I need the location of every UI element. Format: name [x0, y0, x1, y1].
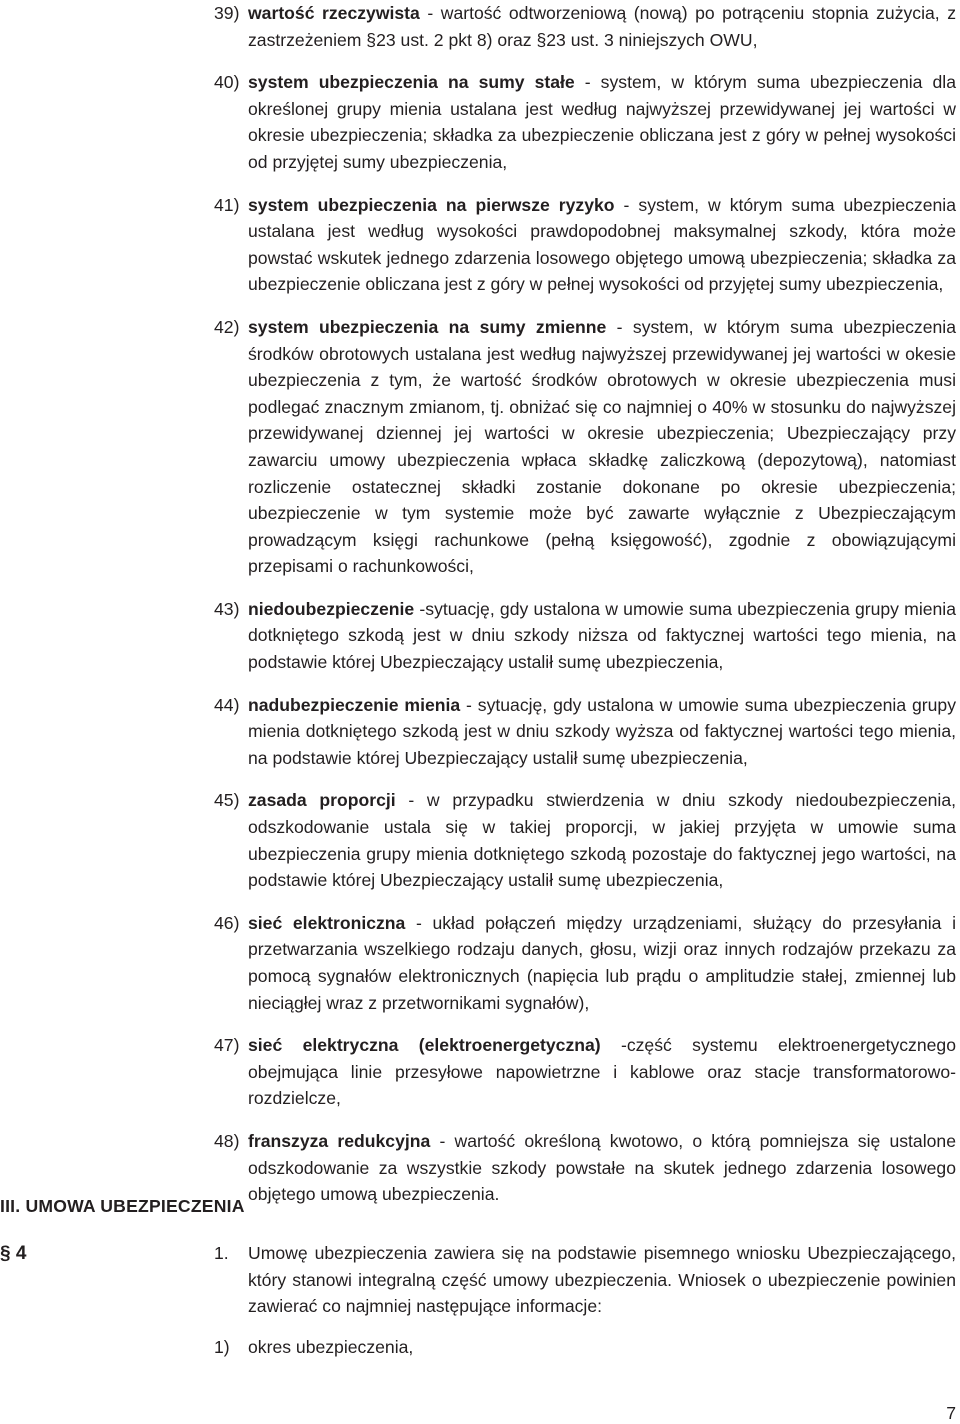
definition-number: 48) — [214, 1130, 240, 1151]
definition-term: sieć elektroniczna — [248, 912, 406, 933]
definition-44 — [214, 692, 956, 772]
definition-46 — [214, 910, 956, 1016]
definition-term: system ubezpieczenia na sumy stałe — [248, 72, 575, 93]
definition-term: sieć elektryczna (elektroenergetyczna) — [248, 1035, 601, 1056]
item-text: Umowę ubezpieczenia zawiera się na podstawie pisemnego wniosku Ubezpieczającego, który stanowi integralną część umowy ubezpieczenia. Wniosek o ubezpieczenie powinien zawierać co najmniej następujące informacje: — [248, 1243, 956, 1317]
definition-number: 47) — [214, 1035, 240, 1056]
definition-text: -część systemu elektroenergetycznego obejmująca linie przesyłowe napowietrzne i kablowe oraz stacje transformatorowo-rozdzielcze, — [248, 1035, 956, 1109]
definition-39 — [214, 0, 956, 53]
definition-text: - system, w którym suma ubezpieczenia środków obrotowych ustalana jest według najwyższej przewidywanej jej wartości w okesie ubezpieczenia z tym, że wartość środków obrotowych w okresie ubezpieczenia musi podlegać znacznym zmianom, tj. obniżać się co najmniej o 40% w stosunku do najwyższej przewidywanej dziennej jej wartości w okresie ubezpieczenia; Ubezpieczający przy zawarciu umowy ubezpieczenia wpłaca składkę zaliczkową (depozytową), natomiast rozliczenie ostatecznej składki zostanie dokonane po okresie ubezpieczenia; ubezpieczenie w tym systemie może być zawarte wyłącznie z Ubezpieczającym prowadzącym księgi rachunkowe (pełną księgowość), zgodnie z obowiązującymi przepisami o rachunkowości, — [248, 316, 956, 577]
paragraph-subitem — [214, 1334, 956, 1361]
definition-text: - sytuację, gdy ustalona w umowie suma ubezpieczenia grupy mienia dotkniętego szkodą jest w dniu szkody wyższa od faktycznej wartości tego mienia, na podstawie której Ubezpieczający ustalił sumę ubezpieczenia, — [248, 694, 957, 768]
item-number: 1. — [214, 1243, 229, 1263]
subitem-text: okres ubezpieczenia, — [248, 1336, 414, 1357]
page-number: 7 — [946, 1403, 956, 1423]
definition-45 — [214, 787, 956, 893]
definition-term: system ubezpieczenia na pierwsze ryzyko — [248, 194, 615, 215]
paragraph-symbol: § 4 — [0, 1243, 27, 1264]
definition-number: 40) — [214, 72, 240, 93]
definition-text: - wartość określoną kwotowo, o którą pomniejsza się ustalone odszkodowanie za wszystkie szkody powstałe na skutek jednego zdarzenia losowego objętego umową ubezpieczenia. — [248, 1130, 956, 1205]
subitem-number: 1) — [214, 1336, 230, 1357]
definition-number: 44) — [214, 694, 240, 715]
definition-number: 46) — [214, 912, 240, 933]
section-heading: III. UMOWA UBEZPIECZENIA — [0, 1196, 245, 1216]
definition-term: franszyza redukcyjna — [248, 1130, 431, 1151]
paragraph-item — [214, 1240, 956, 1320]
definition-term: zasada proporcji — [248, 790, 396, 811]
definition-term: system ubezpieczenia na sumy zmienne — [248, 316, 607, 337]
definition-number: 41) — [214, 194, 240, 215]
definition-48 — [214, 1128, 956, 1208]
definition-41 — [214, 192, 956, 298]
paragraph-content — [214, 1240, 956, 1360]
definition-text: - system, w którym suma ubezpieczenia dla określonej grupy mienia ustalana jest według najwyższej przewidywanej jej wartości w okresie ubezpieczenia; składka za ubezpieczenie obliczana jest z góry w pełnej wysokości od przyjętej sumy ubezpieczenia, — [248, 72, 956, 172]
definition-term: wartość rzeczywista — [248, 3, 420, 23]
definition-40 — [214, 69, 956, 175]
definition-number: 45) — [214, 790, 240, 811]
definition-text: -sytuację, gdy ustalona w umowie suma ubezpieczenia grupy mienia dotkniętego szkodą jest w dniu szkody niższa od faktycznej wartości tego mienia, na podstawie której Ubezpieczający ustalił sumę ubezpieczenia, — [248, 598, 956, 673]
definition-term: niedoubezpieczenie — [248, 598, 415, 619]
definition-number: 42) — [214, 316, 240, 337]
definition-number: 39) — [214, 3, 240, 23]
definitions-list — [214, 0, 956, 1224]
definition-text: - układ połączeń między urządzeniami, służący do przesyłania i przetwarzania wszelkiego rodzaju danych, głosu, wizji oraz innych rodzajów przekazu za pomocą sygnałów elektronicznych (napięcia lub prądu o amplitudzie stałej, zmiennej lub nieciągłej wraz z przetwornikami sygnałów), — [248, 912, 956, 1013]
definition-text: - w przypadku stwierdzenia w dniu szkody niedoubezpieczenia, odszkodowanie ustala się w takiej proporcji, w jakiej przyjęta w umowie suma ubezpieczenia grupy mienia dotkniętego szkodą pozostaje do faktycznej jego wartości, na podstawie której Ubezpieczający ustalił sumę ubezpieczenia, — [248, 790, 956, 891]
definition-43 — [214, 596, 956, 676]
definition-text: - system, w którym suma ubezpieczenia ustalana jest według wysokości prawdopodobnej maksymalnej szkody, która może powstać wskutek jednego zdarzenia losowego objętego umową ubezpieczenia; składka za ubezpieczenie obliczana jest z góry w pełnej wysokości od przyjętej sumy ubezpieczenia, — [248, 194, 956, 295]
definition-term: nadubezpieczenie mienia — [248, 694, 461, 715]
definition-47 — [214, 1032, 956, 1112]
definition-42 — [214, 314, 956, 580]
definition-number: 43) — [214, 598, 240, 619]
definition-text: - wartość odtworzeniową (nową) po potrąceniu stopnia zużycia, z zastrzeżeniem §23 ust. 2 pkt 8) oraz §23 ust. 3 niniejszych OWU, — [248, 3, 956, 50]
